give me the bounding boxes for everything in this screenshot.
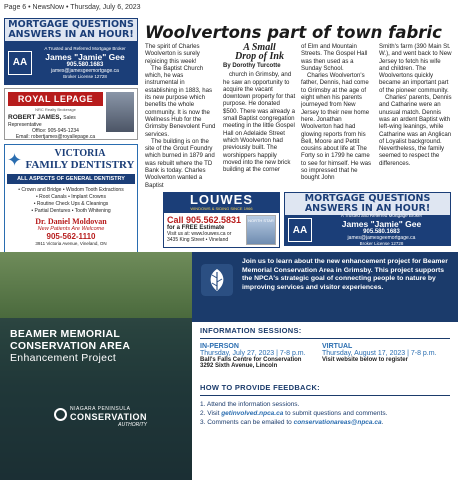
louwes-body: [164, 213, 279, 247]
feedback-text: 3. Comments can be emailed to: [200, 419, 294, 426]
mortgage-ad-text: [36, 46, 134, 80]
session-address: 3292 Sixth Avenue, Lincoln: [200, 363, 278, 369]
house-photo: NORTH STAR: [246, 215, 276, 245]
agent-name: ROBERT JAMES,: [8, 114, 62, 121]
feedback-email-link[interactable]: conservationareas@npca.ca: [293, 419, 382, 426]
sessions-row: [200, 343, 450, 369]
agent-title: Sales Representative: [8, 115, 76, 128]
royal-lepage-text: [8, 92, 103, 140]
feedback-list: [200, 400, 450, 427]
feature-blurb: Join us to learn about the new enhancement project for Beamer Memorial Conservation Area in Grimsby. This project supports the NPCA's strategic goal of connecting people to nature by improving services and visitor experiences.: [242, 258, 448, 291]
left-ad-column: [4, 18, 138, 264]
mortgage-license: Broker License 12728: [359, 241, 404, 246]
louwes-ad[interactable]: [163, 192, 280, 248]
session-place: Ball's Falls Centre for Conservation: [200, 357, 302, 363]
article-column-3: [301, 43, 374, 191]
louwes-header: [164, 193, 279, 213]
feedback-text: .: [381, 419, 384, 426]
article-column-1: [145, 43, 218, 191]
mortgage-ad-2-text: [316, 213, 447, 247]
npca-logo-line3: AUTHORITY: [118, 422, 148, 428]
session-virtual: [322, 343, 444, 369]
feature-title-line1: BEAMER MEMORIAL: [10, 328, 121, 340]
mortgage-title-line2: ANSWERS IN AN HOUR!: [304, 203, 431, 214]
mortgage-email[interactable]: james@jamesgeemortgage.ca: [347, 235, 416, 241]
agent-photo: [106, 92, 134, 132]
dental-phone[interactable]: 905-562-1110: [46, 232, 96, 241]
feature-title: [10, 328, 130, 364]
mortgage-license: Broker License 12728: [63, 73, 107, 79]
npca-logo-line1: NIAGARA PENINSULA: [70, 406, 131, 412]
tooth-icon: ✦: [7, 149, 23, 170]
mortgage-ad-title: [5, 19, 137, 41]
feedback-item: [200, 418, 450, 427]
dental-service: • Root Canals • Implant Crowns: [36, 194, 106, 200]
louwes-address: 3435 King Street • Vineland: [167, 237, 229, 243]
feedback-item: [200, 409, 450, 418]
article-paragraph: The Baptist Church which, he was instrumental in establishing in 1883, has its new purpose which benefits the whole community. It is now the Wellness Hub for the Grimsby Benevolent Fund services.: [145, 64, 216, 138]
royal-lepage-logo: ROYAL LEPAGE: [8, 92, 103, 106]
feature-title-line3: Enhancement Project: [10, 352, 117, 364]
mortgage-ad-2[interactable]: [284, 192, 451, 246]
louwes-phone[interactable]: Call 905.562.5831: [167, 215, 242, 225]
mortgage-ad-2-body: [285, 215, 450, 245]
royal-lepage-ad[interactable]: [4, 88, 138, 140]
mortgage-logo-icon: AA: [288, 218, 312, 242]
dental-welcome: New Patients Are Welcome: [37, 226, 105, 232]
article-paragraph: The building is on the site of the Grout Foundry which burned in 1879 and was rebuilt where the TD Bank is today. Charles Woolverton wanted a Baptist: [145, 137, 215, 189]
npca-logo-icon: [54, 408, 67, 421]
article-paragraph: Charles' parents, Dennis and Catharine were an unusual match. Dennis was an ardent Baptist with left-wing leanings, while Catharine was an Anglican of Loyalist background. Nevertheless, the family seemed to respect the differences.: [379, 94, 452, 167]
louwes-subtitle: WINDOWS & SIDING SINCE 1966: [190, 206, 253, 211]
mortgage-broker-name: James "Jamie" Gee: [341, 219, 422, 229]
article-headline: Woolvertons part of town fabric: [145, 23, 442, 42]
dental-title: [25, 148, 135, 171]
dental-ad-header: [7, 148, 135, 171]
mortgage-broker-name: James "Jamie" Gee: [45, 51, 125, 62]
dental-service: • Crown and Bridge • Wisdom Tooth Extractions: [18, 187, 124, 193]
dental-title-1: VICTORIA: [54, 148, 106, 159]
agent-phone[interactable]: Office: 905-945-1234: [32, 128, 79, 134]
article-paragraph: Charles Woolverton's father, Dennis, had come to Grimsby at the age of eight when his parents journeyed from New Jersey to their new home here. Jonathan Woolverton had had glowing reports from his Bell, Moore and Pettit cousins about life at The Forty so in 1799 he came to see for himself. He was so impressed that he bought John: [301, 72, 372, 182]
dental-service: • Routine Check Ups & Cleanings: [33, 201, 109, 207]
dental-title-2: FAMILY DENTISTRY: [25, 159, 135, 171]
session-date: Thursday, August 17, 2023 | 7-8 p.m.: [322, 350, 437, 357]
louwes-text: [167, 215, 246, 245]
dental-services: [7, 187, 135, 215]
feedback-item: 1. Attend the information sessions.: [200, 401, 300, 408]
mortgage-ad[interactable]: [4, 18, 138, 85]
mortgage-title-line1: MORTGAGE QUESTIONS: [304, 193, 431, 204]
feedback-heading: HOW TO PROVIDE FEEDBACK:: [200, 383, 320, 392]
feedback-website-link[interactable]: getinvolved.npca.ca: [221, 410, 284, 417]
session-in-person: [200, 343, 322, 369]
agent-email[interactable]: Email: robertjames@royallepage.ca: [15, 134, 96, 140]
feature-details: [200, 322, 450, 427]
session-date: Thursday, July 27, 2023 | 7-8 p.m.: [200, 350, 306, 357]
dentist-name: Dr. Daniel Moldovan: [35, 217, 107, 226]
mortgage-email[interactable]: james@jamesgeemortgage.ca: [51, 67, 119, 74]
mortgage-phone[interactable]: 905.580.1683: [66, 61, 104, 68]
page-header: Page 6 • NewsNow • Thursday, July 6, 2023: [4, 4, 141, 11]
article-paragraph: The spirit of Charles Woolverton is surely rejoicing this week!: [145, 43, 200, 65]
dental-service: • Partial Dentures • Tooth Whitening: [31, 208, 111, 214]
mortgage-tagline: A Trusted and Referred Mortgage Broker: [44, 45, 126, 51]
louwes-website[interactable]: Visit us at: www.louwes.ca or: [167, 231, 232, 237]
mortgage-title-line1: MORTGAGE QUESTIONS: [8, 19, 134, 30]
npca-logo-line2: CONSERVATION: [70, 412, 148, 422]
article-body: [145, 43, 454, 191]
column-logo-line2: Drop of Ink: [235, 51, 284, 62]
column-logo: [223, 43, 296, 61]
article-paragraph: of Elm and Mountain Streets. The Gospel Hall was then used as a Sunday School.: [301, 43, 368, 72]
mortgage-ad-body: [5, 41, 137, 84]
mortgage-title-line2: ANSWERS IN AN HOUR!: [8, 29, 134, 40]
session-note: Visit website below to register: [322, 357, 408, 363]
sessions-heading: INFORMATION SESSIONS:: [200, 326, 302, 335]
column-logo-line1: A Small: [243, 43, 276, 53]
article-column-2: [223, 43, 296, 191]
louwes-offer: for a FREE Estimate: [167, 225, 225, 231]
dental-band: ALL ASPECTS OF GENERAL DENTISTRY: [7, 174, 135, 184]
session-label: VIRTUAL: [322, 343, 353, 350]
leaf-icon: [201, 264, 233, 296]
mortgage-ad-2-title: [285, 193, 450, 215]
article-paragraph: Smith's farm (390 Main St. W.), and went back to New Jersey to fetch his wife and children. The Woolvertons quickly became an important part of the pioneer community.: [379, 43, 452, 94]
royal-lepage-agent: [8, 114, 103, 128]
dental-address: 3911 Victoria Avenue, Vineland, ON: [35, 241, 107, 246]
feature-title-line2: CONSERVATION AREA: [10, 340, 131, 352]
npca-logo: [70, 406, 147, 428]
npca-feature-ad: [0, 252, 458, 480]
article-paragraph: church in Grimsby, and he saw an opportunity to acquire the vacant downtown property for that purpose. He donated $500. There was already a small Baptist congregation meeting in the little Gospel Hall on Adelaide Street which Woolverton had previously built. The worshippers happily moved into the new brick building at the corner: [223, 71, 296, 174]
feedback-text: 2. Visit: [200, 410, 222, 417]
mortgage-phone[interactable]: 905.580.1683: [363, 229, 400, 235]
mortgage-tagline: A Trusted and Referred Mortgage Broker: [340, 213, 423, 218]
dental-ad[interactable]: [4, 144, 138, 264]
louwes-logo: LOUWES: [189, 192, 254, 207]
royal-lepage-sub: NRC Realty Brokerage: [35, 107, 76, 112]
article-byline: By Dorothy Turcotte: [223, 63, 281, 69]
feature-photo: [0, 252, 192, 480]
sessions-divider: [200, 338, 450, 339]
feedback-text: to submit questions and comments.: [283, 410, 388, 417]
mortgage-logo-icon: AA: [8, 51, 32, 75]
feedback-divider: [200, 395, 450, 396]
article-column-4: [379, 43, 452, 191]
session-label: IN-PERSON: [200, 343, 239, 350]
